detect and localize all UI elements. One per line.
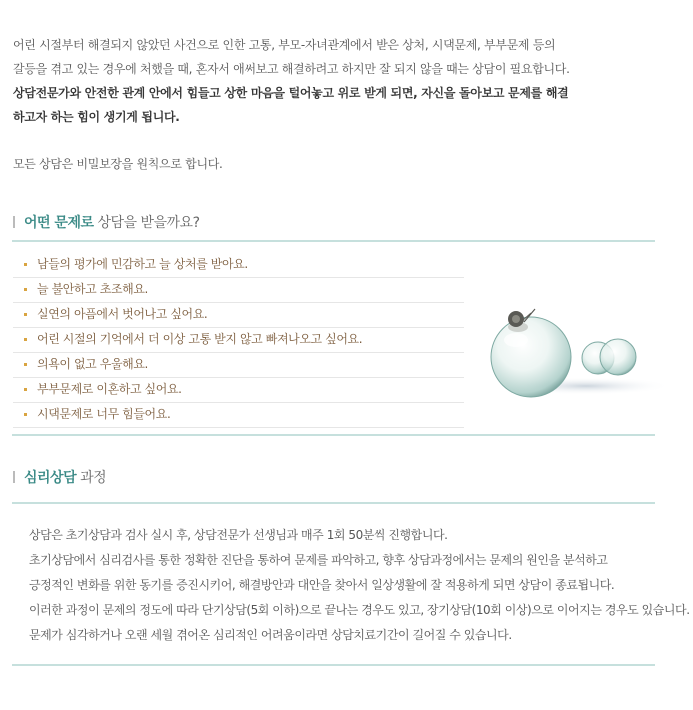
bullet-icon	[24, 288, 27, 291]
confidentiality-note: 모든 상담은 비밀보장을 원칙으로 합니다.	[13, 157, 223, 171]
list-item: 어린 시절의 기억에서 더 이상 고통 받지 않고 빠져나오고 싶어요.	[13, 328, 464, 353]
heading-emphasis: 심리상담	[24, 470, 77, 486]
intro-emphasis-line: 하고자 하는 힘이 생기게 됩니다.	[13, 110, 180, 124]
heading-bar-icon	[13, 471, 15, 483]
bullet-icon	[24, 388, 27, 391]
process-description	[29, 523, 690, 648]
heading-rest: 과정	[80, 470, 107, 486]
intro-line: 갈등을 겪고 있는 경우에 처했을 때, 혼자서 애써보고 해결하려고 하지만 잘 되지 않을 때는 상담이 필요합니다.	[13, 62, 570, 76]
section-divider	[12, 502, 655, 504]
process-line: 상담은 초기상담과 검사 실시 후, 상담전문가 선생님과 매주 1회 50분씩 진행합니다.	[29, 528, 448, 542]
heading-bar-icon	[13, 216, 15, 228]
bullet-icon	[24, 363, 27, 366]
process-line: 이러한 과정이 문제의 정도에 따라 단기상담(5회 이하)으로 끝나는 경우도 있고, 장기상담(10회 이상)으로 이어지는 경우도 있습니다.	[29, 603, 690, 617]
list-item: 의욕이 없고 우울해요.	[13, 353, 464, 378]
list-item: 늘 불안하고 초조해요.	[13, 278, 464, 303]
intro-line: 어린 시절부터 해결되지 않았던 사건으로 인한 고통, 부모-자녀관계에서 받은 상처, 시댁문제, 부부문제 등의	[13, 38, 556, 52]
problem-list	[13, 253, 464, 428]
section-heading-problems	[13, 212, 653, 232]
process-line: 긍정적인 변화를 위한 동기를 증진시키어, 해결방안과 대안을 찾아서 일상생활에 잘 적용하게 되면 상담이 종료됩니다.	[29, 578, 615, 592]
list-item: 시댁문제로 너무 힘들어요.	[13, 403, 464, 428]
list-item: 실연의 아픔에서 벗어나고 싶어요.	[13, 303, 464, 328]
heading-rest: 상담을 받을까요?	[97, 215, 200, 231]
glass-spheres-snail-image	[486, 300, 671, 410]
intro-emphasis-line: 상담전문가와 안전한 관계 안에서 힘들고 상한 마음을 털어놓고 위로 받게 되면, 자신을 돌아보고 문제를 해결	[13, 86, 569, 100]
heading-emphasis: 어떤 문제로	[24, 215, 94, 231]
bullet-icon	[24, 338, 27, 341]
bullet-icon	[24, 263, 27, 266]
bullet-icon	[24, 413, 27, 416]
list-item: 부부문제로 이혼하고 싶어요.	[13, 378, 464, 403]
section-divider	[12, 664, 655, 666]
process-line: 문제가 심각하거나 오랜 세월 겪어온 심리적인 어려움이라면 상담치료기간이 길어질 수 있습니다.	[29, 628, 512, 642]
section-heading-process	[13, 467, 653, 487]
section-divider	[12, 434, 655, 436]
process-line: 초기상담에서 심리검사를 통한 정확한 진단을 통하여 문제를 파악하고, 향후 상담과정에서는 문제의 원인을 분석하고	[29, 553, 608, 567]
list-item: 남들의 평가에 민감하고 늘 상처를 받아요.	[13, 253, 464, 278]
section-divider	[12, 240, 655, 242]
bullet-icon	[24, 313, 27, 316]
intro-text	[13, 33, 673, 176]
